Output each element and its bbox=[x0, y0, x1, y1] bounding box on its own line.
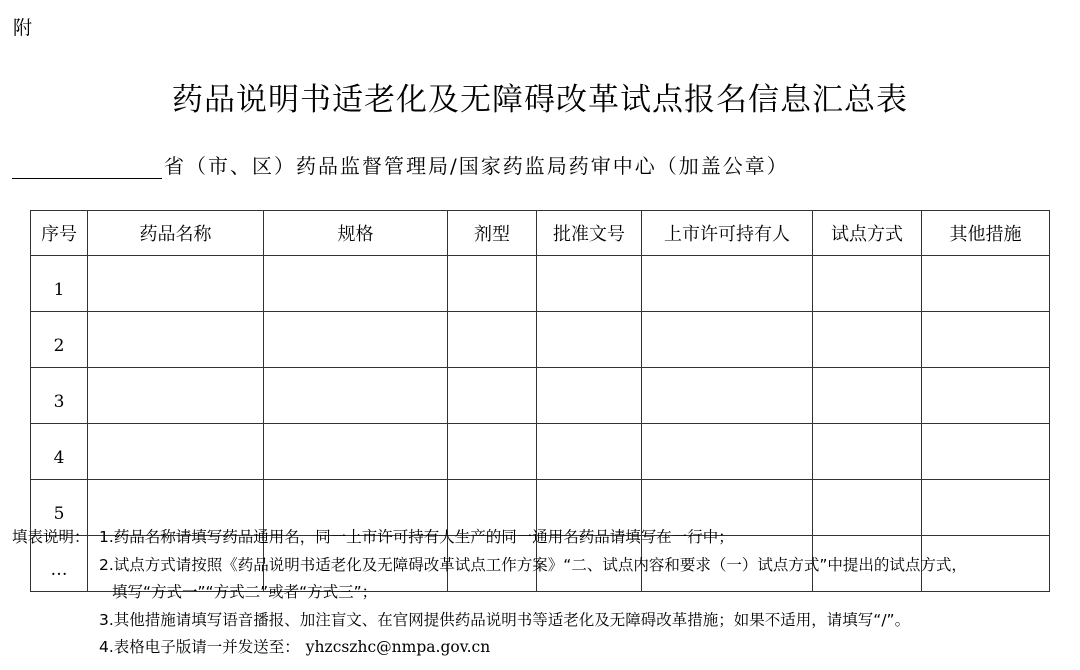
instruction-item-1 bbox=[12, 524, 967, 552]
organization-line bbox=[12, 150, 789, 179]
cell-specification[interactable] bbox=[264, 368, 448, 424]
row-seq: 4 bbox=[31, 424, 88, 480]
cell-dosage-form[interactable] bbox=[448, 368, 537, 424]
table-header-row bbox=[31, 211, 1050, 256]
instruction-item-2-continued bbox=[12, 579, 967, 607]
organization-line-text: 省（市、区）药品监督管理局/国家药监局药审中心（加盖公章） bbox=[164, 154, 789, 178]
organization-blank-field[interactable] bbox=[12, 154, 162, 179]
cell-license-holder[interactable] bbox=[642, 312, 813, 368]
cell-other-measures[interactable] bbox=[922, 312, 1050, 368]
header-license-holder: 上市许可持有人 bbox=[642, 211, 813, 256]
instruction-text: 3.其他措施请填写语音播报、加注盲文、在官网提供药品说明书等适老化及无障碍改革措施；如果不适用，请填写“/”。 bbox=[99, 610, 911, 629]
cell-other-measures[interactable] bbox=[922, 256, 1050, 312]
header-other-measures: 其他措施 bbox=[922, 211, 1050, 256]
cell-specification[interactable] bbox=[264, 256, 448, 312]
instruction-text: 2.试点方式请按照《药品说明书适老化及无障碍改革试点工作方案》“二、试点内容和要求（一）试点方式”中提出的试点方式， bbox=[99, 555, 967, 574]
page-title: 药品说明书适老化及无障碍改革试点报名信息汇总表 bbox=[172, 82, 908, 118]
table-row bbox=[31, 312, 1050, 368]
instruction-text: 4.表格电子版请一并发送至： bbox=[99, 638, 300, 656]
row-seq: 2 bbox=[31, 312, 88, 368]
cell-specification[interactable] bbox=[264, 312, 448, 368]
cell-dosage-form[interactable] bbox=[448, 424, 537, 480]
cell-license-holder[interactable] bbox=[642, 424, 813, 480]
cell-drug-name[interactable] bbox=[88, 256, 264, 312]
header-pilot-method: 试点方式 bbox=[813, 211, 922, 256]
table-row bbox=[31, 256, 1050, 312]
cell-approval-number[interactable] bbox=[537, 368, 642, 424]
table-row bbox=[31, 424, 1050, 480]
cell-drug-name[interactable] bbox=[88, 312, 264, 368]
instruction-item-4 bbox=[12, 634, 967, 662]
cell-drug-name[interactable] bbox=[88, 368, 264, 424]
row-seq: 5 bbox=[31, 480, 88, 536]
cell-license-holder[interactable] bbox=[642, 368, 813, 424]
instruction-item-2 bbox=[12, 552, 967, 580]
cell-pilot-method[interactable] bbox=[813, 424, 922, 480]
cell-drug-name[interactable] bbox=[88, 424, 264, 480]
cell-specification[interactable] bbox=[264, 424, 448, 480]
header-approval-number: 批准文号 bbox=[537, 211, 642, 256]
row-seq: 1 bbox=[31, 256, 88, 312]
cell-other-measures[interactable] bbox=[922, 368, 1050, 424]
attachment-label: 附 bbox=[13, 17, 33, 39]
filling-instructions bbox=[12, 524, 967, 662]
cell-approval-number[interactable] bbox=[537, 312, 642, 368]
cell-pilot-method[interactable] bbox=[813, 368, 922, 424]
cell-approval-number[interactable] bbox=[537, 424, 642, 480]
cell-approval-number[interactable] bbox=[537, 256, 642, 312]
cell-pilot-method[interactable] bbox=[813, 256, 922, 312]
instructions-label: 填表说明： bbox=[12, 528, 90, 546]
instruction-item-3 bbox=[12, 607, 967, 635]
cell-pilot-method[interactable] bbox=[813, 312, 922, 368]
cell-other-measures[interactable] bbox=[922, 424, 1050, 480]
cell-dosage-form[interactable] bbox=[448, 256, 537, 312]
contact-email: yhzcszhc@nmpa.gov.cn bbox=[305, 638, 491, 656]
instruction-text: 1.药品名称请填写药品通用名，同一上市许可持有人生产的同一通用名药品请填写在一行中； bbox=[99, 528, 734, 546]
header-specification: 规格 bbox=[264, 211, 448, 256]
instruction-text: 填写“方式一”“方式二”或者“方式三”； bbox=[112, 583, 378, 601]
cell-dosage-form[interactable] bbox=[448, 312, 537, 368]
row-seq: … bbox=[31, 536, 88, 592]
cell-license-holder[interactable] bbox=[642, 256, 813, 312]
header-seq: 序号 bbox=[31, 211, 88, 256]
header-drug-name: 药品名称 bbox=[88, 211, 264, 256]
header-dosage-form: 剂型 bbox=[448, 211, 537, 256]
row-seq: 3 bbox=[31, 368, 88, 424]
table-row bbox=[31, 368, 1050, 424]
